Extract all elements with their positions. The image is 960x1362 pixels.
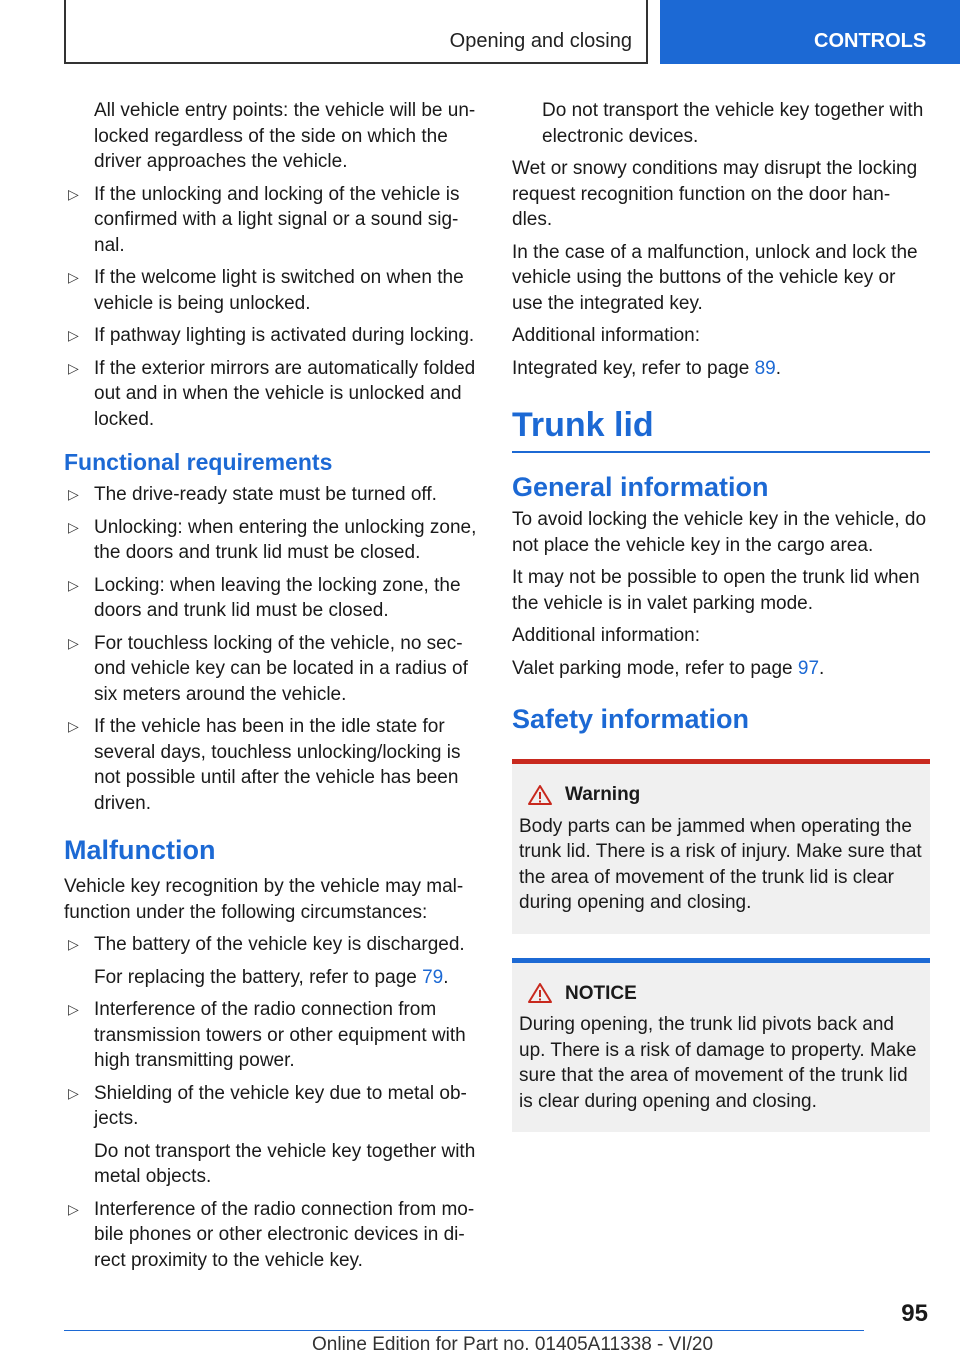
list-item: ▷ For touchless locking of the vehicle, no sec-ond vehicle key can be located in a radius of six meters around the vehicle. — [68, 632, 468, 705]
continued-text: All vehicle entry points: the vehicle will be un-locked regardless of the side on which the driver approaches the vehicle. — [94, 100, 476, 172]
list-item: ▷ Unlocking: when entering the unlocking zone, the doors and trunk lid must be closed. — [68, 516, 477, 563]
left-column — [64, 98, 482, 1280]
triangle-bullet-icon: ▷ — [68, 1200, 79, 1217]
malfunction-heading: Malfunction — [64, 835, 216, 865]
page-number: 95 — [901, 1300, 928, 1327]
triangle-bullet-icon: ▷ — [68, 185, 79, 202]
additional-info-label: Additional information: — [512, 625, 700, 646]
functional-requirements-heading: Functional requirements — [64, 449, 333, 475]
page-link-97[interactable]: 97 — [797, 657, 820, 679]
list-item: ▷ If pathway lighting is activated during locking. — [64, 323, 482, 349]
malfunction-intro: Vehicle key recognition by the vehicle may mal-function under the following circumstances: — [64, 876, 464, 923]
right-column — [512, 98, 930, 1146]
safety-information-heading: Safety information — [512, 704, 750, 734]
continued-text: Do not transport the vehicle key together with electronic devices. — [542, 100, 924, 147]
footer-divider — [64, 1330, 864, 1331]
notification-list — [64, 182, 482, 433]
page-link-79[interactable]: 79 — [422, 966, 444, 988]
header-chapter-label: CONTROLS — [814, 30, 927, 52]
triangle-bullet-icon: ▷ — [68, 634, 79, 651]
header-chapter-tab[interactable] — [660, 0, 960, 64]
header-section-title: Opening and closing — [449, 30, 632, 52]
list-item: ▷ The battery of the vehicle key is discharged. For replacing the battery, refer to page 79. — [64, 932, 482, 990]
list-item: ▷ If the exterior mirrors are automatically folded out and in when the vehicle is unlocked and locked. — [68, 357, 476, 430]
list-item: ▷ If the vehicle has been in the idle state for several days, touchless unlocking/locking is not possible until after the vehicle has been driven. — [68, 716, 461, 814]
triangle-bullet-icon: ▷ — [68, 576, 79, 593]
triangle-bullet-icon: ▷ — [68, 718, 79, 734]
requirements-list — [64, 482, 482, 816]
list-item: ▷ Shielding of the vehicle key due to metal ob-jects. Do not transport the vehicle key together with metal objects. — [64, 1081, 482, 1190]
trunk-lid-heading: Trunk lid — [512, 403, 930, 453]
list-item: ▷ The drive-ready state must be turned off. — [64, 482, 482, 508]
warning-triangle-icon — [527, 982, 553, 1004]
list-item: ▷ If the unlocking and locking of the vehicle is confirmed with a light signal or a sound sig-nal. — [68, 183, 460, 256]
triangle-bullet-icon: ▷ — [68, 269, 79, 285]
general-paragraph-1: To avoid locking the vehicle key in the vehicle, do not place the vehicle key in the cargo area. — [512, 509, 927, 556]
notice-title: NOTICE — [519, 981, 922, 1007]
list-item-subtext: For replacing the battery, refer to page 79. — [94, 966, 449, 988]
triangle-bullet-icon: ▷ — [68, 1084, 79, 1101]
malfunction-list — [64, 932, 482, 1273]
triangle-bullet-icon: ▷ — [68, 1001, 79, 1017]
list-item: ▷ If the welcome light is switched on when the vehicle is being unlocked. — [68, 267, 464, 314]
warning-triangle-icon — [527, 784, 553, 806]
paragraph-malfunction-unlock: In the case of a malfunction, unlock and lock the vehicle using the buttons of the vehicle key or use the integrated key. — [512, 241, 918, 314]
additional-info-label: Additional information: — [512, 325, 700, 346]
warning-box — [512, 759, 930, 934]
warning-body: Body parts can be jammed when operating the trunk lid. There is a risk of injury. Make sure that the area of movement of the trunk lid is clear during opening and closing. — [519, 815, 922, 913]
triangle-bullet-icon: ▷ — [68, 359, 79, 376]
list-item: ▷ Locking: when leaving the locking zone, the doors and trunk lid must be closed. — [68, 574, 461, 621]
integrated-key-reference: Integrated key, refer to page 89. — [512, 357, 781, 379]
notice-box — [512, 958, 930, 1133]
triangle-bullet-icon: ▷ — [68, 936, 79, 952]
triangle-bullet-icon: ▷ — [68, 518, 79, 535]
header-section-box — [64, 0, 648, 64]
list-item: ▷ Interference of the radio connection from transmission towers or other equipment with high transmitting power. — [68, 999, 466, 1071]
general-paragraph-2: It may not be possible to open the trunk lid when the vehicle is in valet parking mode. — [512, 567, 920, 614]
triangle-bullet-icon: ▷ — [68, 486, 79, 502]
notice-body: During opening, the trunk lid pivots back and up. There is a risk of damage to property. Make sure that the area of movement of the trunk lid is clear during opening and closing. — [519, 1014, 917, 1112]
page-link-89[interactable]: 89 — [754, 357, 776, 379]
triangle-bullet-icon: ▷ — [68, 327, 79, 343]
warning-title: Warning — [519, 782, 922, 808]
footer-edition: Online Edition for Part no. 01405A11338 - VI/20 — [312, 1334, 714, 1355]
list-item: ▷ Interference of the radio connection from mo-bile phones or other electronic devices in di-rect proximity to the vehicle key. — [68, 1198, 475, 1271]
paragraph-wet-conditions: Wet or snowy conditions may disrupt the locking request recognition function on the door han-dles. — [512, 158, 918, 230]
valet-parking-reference: Valet parking mode, refer to page 97. — [512, 657, 825, 679]
general-information-heading: General information — [512, 472, 769, 502]
list-item-subtext: Do not transport the vehicle key together with metal objects. — [94, 1140, 476, 1187]
